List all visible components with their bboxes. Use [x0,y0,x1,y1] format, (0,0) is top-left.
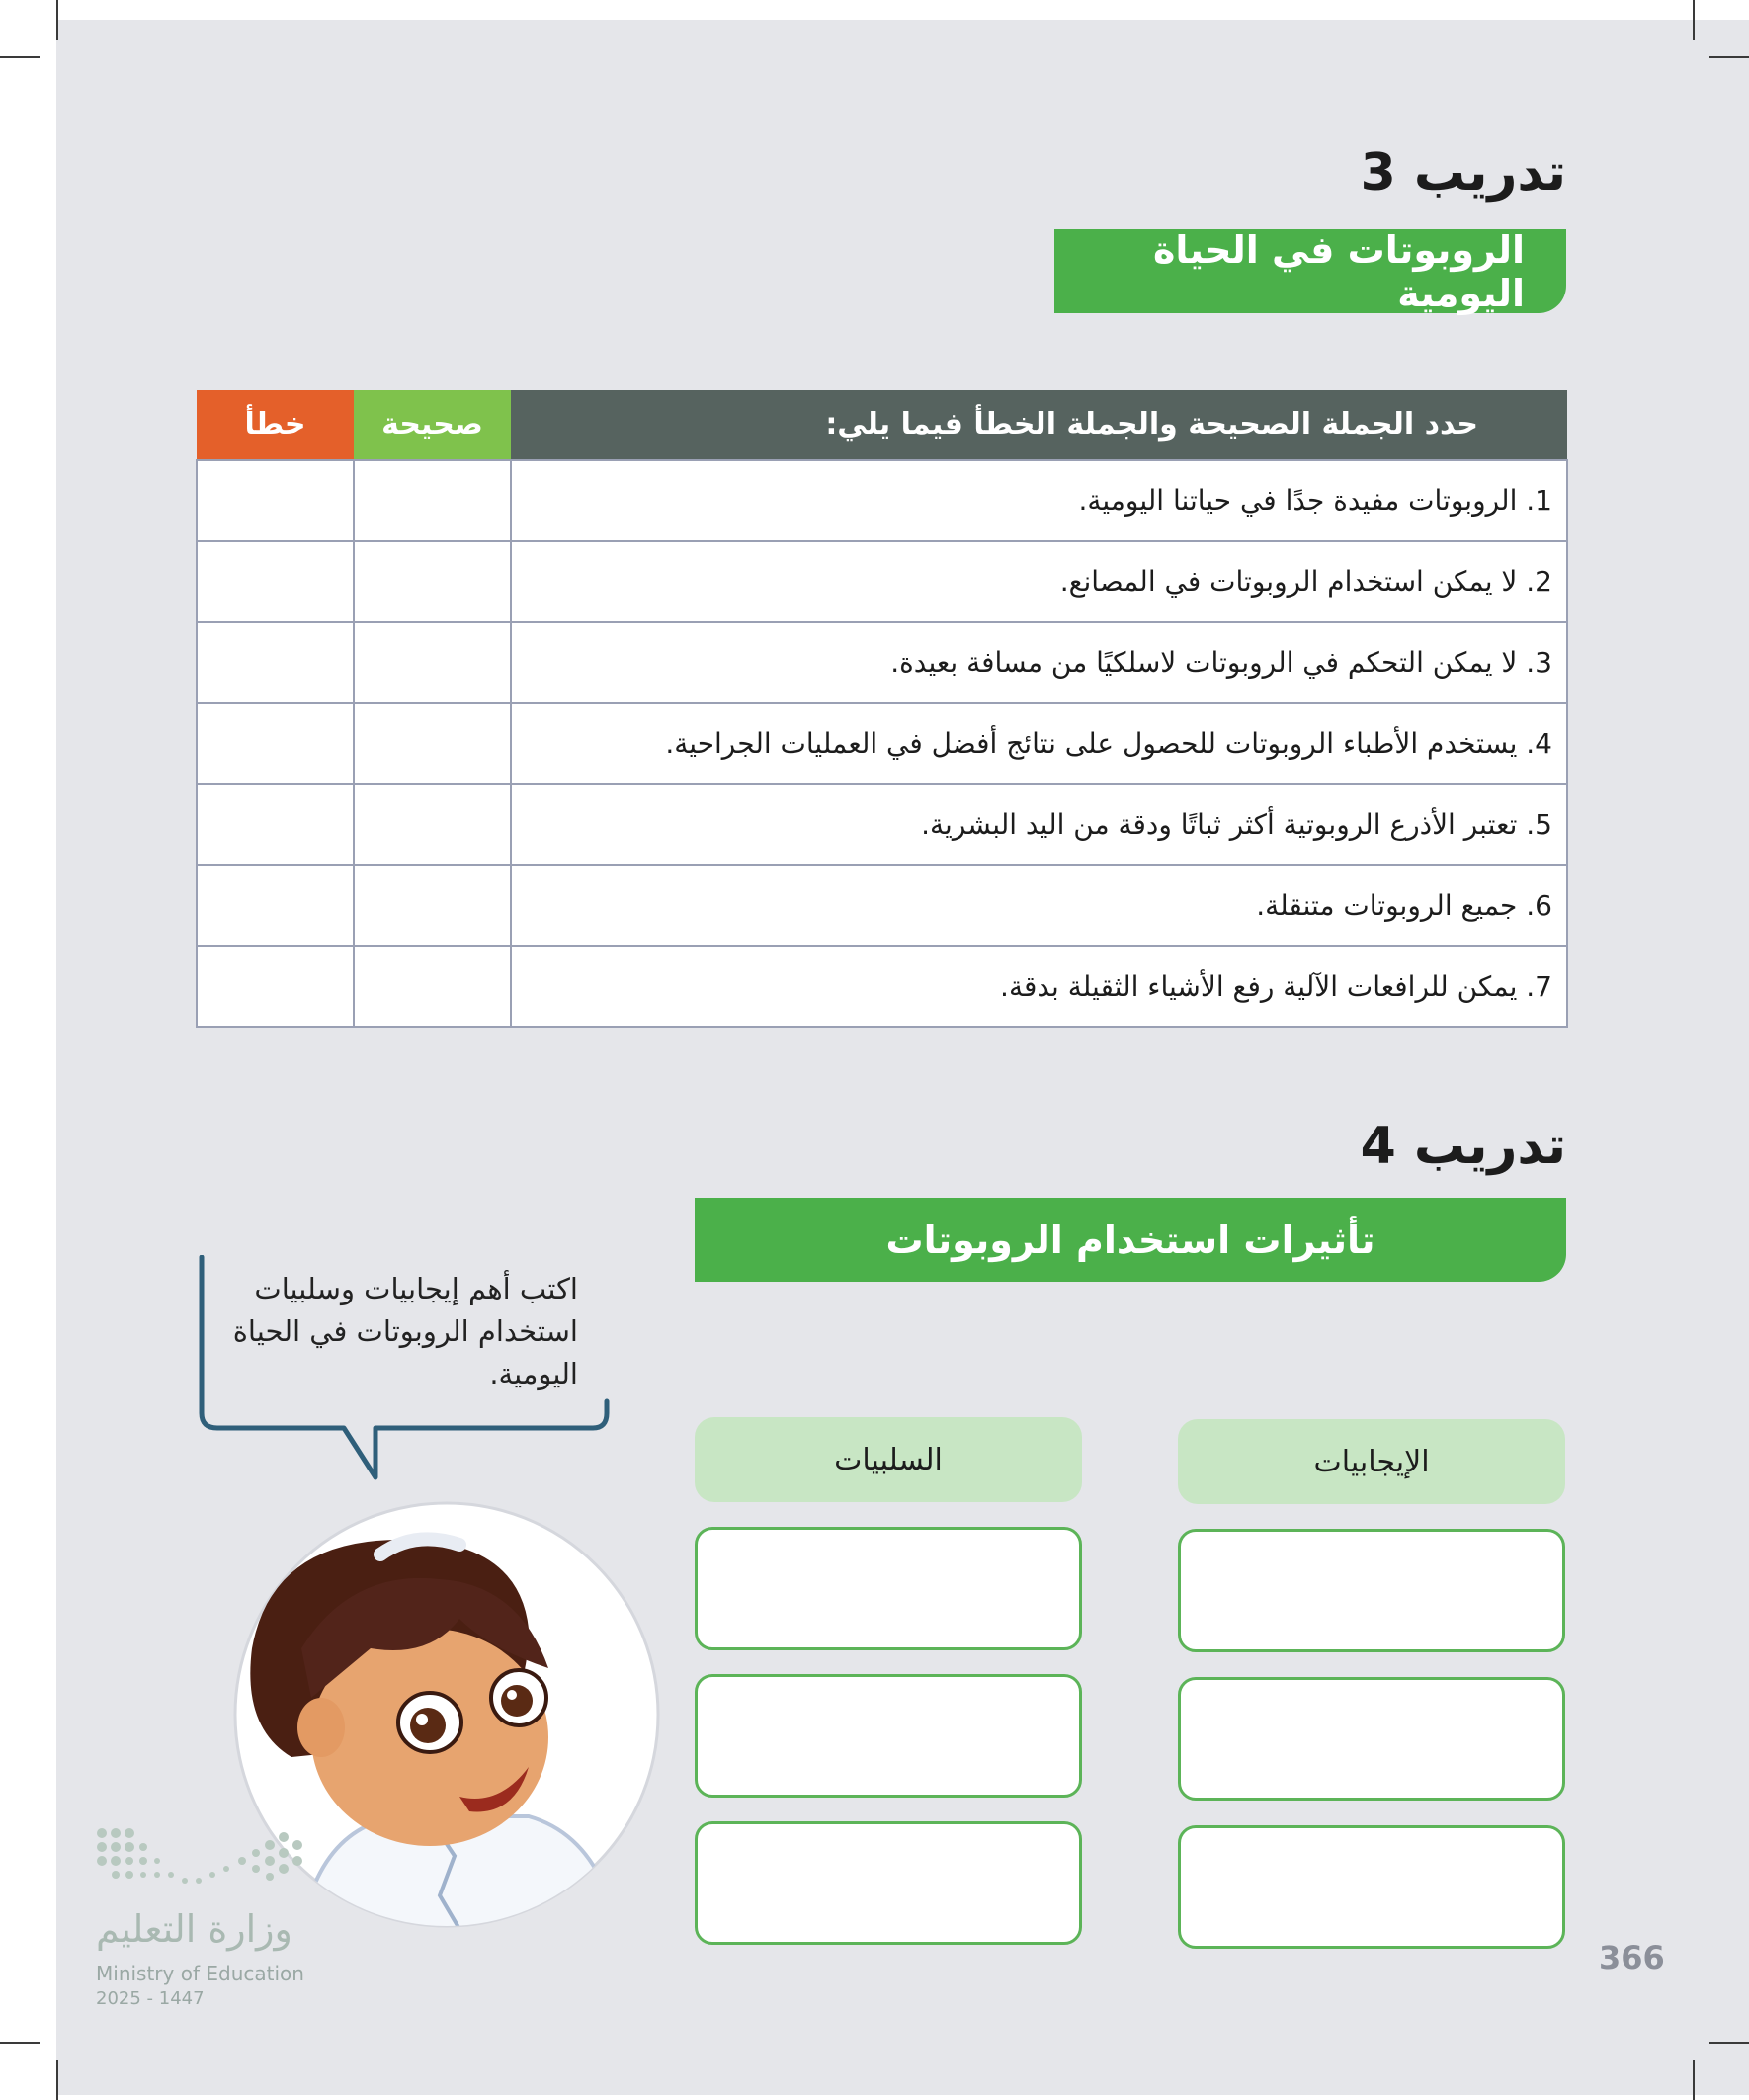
speech-bubble-text: اكتب أهم إيجابيات وسلبيات استخدام الروبوتات في الحياة اليومية. [232,1272,578,1390]
false-answer-cell[interactable] [197,865,354,946]
false-header: خطأ [197,390,354,460]
true-answer-cell[interactable] [354,946,511,1027]
positives-label: الإيجابيات [1313,1444,1430,1479]
crop-mark [0,56,40,58]
crop-mark [0,2042,40,2044]
exercise3-banner-text: الروبوتات في الحياة اليومية [1152,227,1525,315]
true-answer-cell[interactable] [354,784,511,865]
table-header-row [197,390,1567,460]
statement-cell: 3. لا يمكن التحكم في الروبوتات لاسلكيًا من مسافة بعيدة. [511,622,1567,703]
statement-cell: 7. يمكن للرافعات الآلية رفع الأشياء الثقيلة بدقة. [511,946,1567,1027]
statement-cell: 6. جميع الروبوتات متنقلة. [511,865,1567,946]
exercise3-banner [1054,229,1566,313]
true-answer-cell[interactable] [354,703,511,784]
crop-mark [1709,56,1749,58]
true-answer-cell[interactable] [354,622,511,703]
crop-mark [56,0,58,40]
page-number: 366 [1599,1939,1665,1976]
true-answer-cell[interactable] [354,865,511,946]
negatives-header [695,1417,1082,1502]
crop-mark [1693,2060,1695,2100]
positive-answer-box[interactable] [1178,1825,1565,1949]
statement-cell: 4. يستخدم الأطباء الروبوتات للحصول على نتائج أفضل في العمليات الجراحية. [511,703,1567,784]
exercise4-banner-text: تأثيرات استخدام الروبوتات [885,1218,1375,1262]
exercise3-heading: تدريب 3 [1360,143,1566,203]
negative-answer-box[interactable] [695,1674,1082,1798]
false-answer-cell[interactable] [197,946,354,1027]
exercise4-banner [695,1198,1566,1282]
table-row [197,703,1567,784]
table-row [197,541,1567,622]
true-false-table [196,390,1568,1028]
table-row [197,946,1567,1027]
false-answer-cell[interactable] [197,460,354,541]
exercise4-heading: تدريب 4 [1360,1117,1566,1176]
statement-cell: 5. تعتبر الأذرع الروبوتية أكثر ثباتًا ودقة من اليد البشرية. [511,784,1567,865]
true-answer-cell[interactable] [354,541,511,622]
table-row [197,460,1567,541]
true-answer-cell[interactable] [354,460,511,541]
positives-header [1178,1419,1565,1504]
false-answer-cell[interactable] [197,622,354,703]
crop-mark [1693,0,1695,40]
false-answer-cell[interactable] [197,703,354,784]
negatives-label: السلبيات [834,1442,943,1477]
false-answer-cell[interactable] [197,541,354,622]
crop-mark [1709,2042,1749,2044]
statement-cell: 2. لا يمكن استخدام الروبوتات في المصانع. [511,541,1567,622]
ministry-year: 2025 - 1447 [96,1988,205,2009]
positive-answer-box[interactable] [1178,1529,1565,1652]
positive-answer-box[interactable] [1178,1677,1565,1801]
table-row [197,865,1567,946]
ministry-name-arabic: وزارة التعليم [96,1907,292,1951]
statement-cell: 1. الروبوتات مفيدة جدًا في حياتنا اليومية. [511,460,1567,541]
question-header: حدد الجملة الصحيحة والجملة الخطأ فيما يلي: [511,390,1567,460]
negative-answer-box[interactable] [695,1821,1082,1945]
table-row [197,622,1567,703]
ministry-name-english: Ministry of Education [96,1962,304,1985]
table-row [197,784,1567,865]
ministry-logo-icon [94,1823,311,1902]
negative-answer-box[interactable] [695,1527,1082,1650]
true-header: صحيحة [354,390,511,460]
false-answer-cell[interactable] [197,784,354,865]
crop-mark [56,2060,58,2100]
